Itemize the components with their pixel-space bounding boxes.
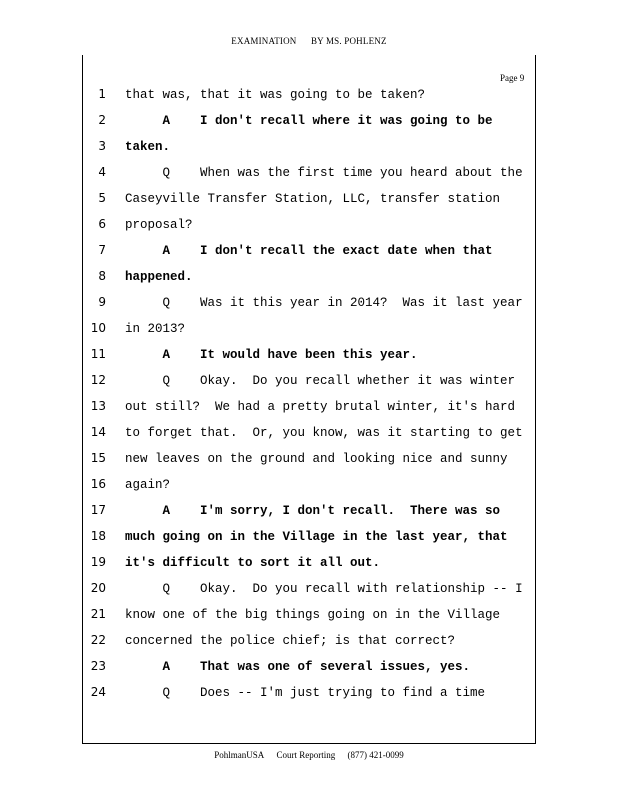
footer-phone: (877) 421-0099 — [347, 750, 404, 760]
line-number: 15 — [90, 451, 106, 465]
header-examination: EXAMINATION — [231, 36, 297, 46]
line-text: out still? We had a pretty brutal winter, it's hard — [125, 400, 516, 414]
line-number: 23 — [90, 659, 106, 673]
transcript-line — [0, 529, 618, 555]
line-text: new leaves on the ground and looking nice and sunny — [125, 452, 508, 466]
page-footer — [0, 750, 618, 760]
line-number: 2 — [98, 113, 106, 127]
footer-service: Court Reporting — [276, 750, 336, 760]
line-number: 21 — [90, 607, 106, 621]
transcript-line — [0, 321, 618, 347]
line-text: to forget that. Or, you know, was it starting to get — [125, 426, 523, 440]
line-text: that was, that it was going to be taken? — [125, 88, 426, 102]
line-number: 16 — [90, 477, 106, 491]
transcript-line — [0, 555, 618, 581]
line-text: A I don't recall where it was going to be — [125, 114, 493, 128]
line-text: A It would have been this year. — [125, 348, 418, 362]
transcript-line — [0, 347, 618, 373]
transcript-line — [0, 659, 618, 685]
transcript-line — [0, 295, 618, 321]
line-text: Q Okay. Do you recall with relationship -- I — [125, 582, 523, 596]
line-number: 14 — [90, 425, 106, 439]
transcript-line — [0, 477, 618, 503]
transcript-line — [0, 373, 618, 399]
line-number: 3 — [98, 139, 106, 153]
page-number: Page 9 — [500, 73, 525, 83]
line-number: 18 — [90, 529, 106, 543]
transcript-line — [0, 451, 618, 477]
transcript-line — [0, 399, 618, 425]
line-number: 8 — [98, 269, 106, 283]
line-text: A I don't recall the exact date when that — [125, 244, 493, 258]
line-text: concerned the police chief; is that correct? — [125, 634, 456, 648]
transcript-line — [0, 269, 618, 295]
line-number: 19 — [90, 555, 106, 569]
header-examiner: BY MS. POHLENZ — [310, 36, 387, 46]
line-text: Q When was the first time you heard about the — [125, 166, 523, 180]
line-text: happened. — [125, 270, 193, 284]
line-text: in 2013? — [125, 322, 186, 336]
line-number: 20 — [90, 581, 106, 595]
transcript-line — [0, 191, 618, 217]
line-text: proposal? — [125, 218, 193, 232]
line-number: 6 — [98, 217, 106, 231]
line-text: Q Does -- I'm just trying to find a time — [125, 686, 486, 700]
transcript-line — [0, 607, 618, 633]
transcript-line — [0, 87, 618, 113]
line-text: Q Okay. Do you recall whether it was winter — [125, 374, 516, 388]
transcript-line — [0, 425, 618, 451]
line-number: 17 — [90, 503, 106, 517]
line-number: 5 — [98, 191, 106, 205]
line-number: 22 — [90, 633, 106, 647]
line-text: taken. — [125, 140, 171, 154]
line-number: 12 — [90, 373, 106, 387]
line-number: 4 — [98, 165, 106, 179]
transcript-line — [0, 685, 618, 711]
line-number: 9 — [98, 295, 106, 309]
transcript-line — [0, 503, 618, 529]
transcript-line — [0, 113, 618, 139]
line-text: A I'm sorry, I don't recall. There was so — [125, 504, 501, 518]
line-text: it's difficult to sort it all out. — [125, 556, 381, 570]
transcript-line — [0, 581, 618, 607]
line-number: 1 — [98, 87, 106, 101]
transcript-line — [0, 217, 618, 243]
line-number: 11 — [90, 347, 106, 361]
transcript-line — [0, 633, 618, 659]
line-text: again? — [125, 478, 171, 492]
footer-company: PohlmanUSA — [214, 750, 265, 760]
transcript-line — [0, 165, 618, 191]
transcript-line — [0, 243, 618, 269]
line-text: much going on in the Village in the last year, that — [125, 530, 508, 544]
line-text: Caseyville Transfer Station, LLC, transfer station — [125, 192, 501, 206]
page-header — [0, 36, 618, 46]
line-number: 10 — [90, 321, 106, 335]
line-text: Q Was it this year in 2014? Was it last year — [125, 296, 523, 310]
line-number: 13 — [90, 399, 106, 413]
line-text: A That was one of several issues, yes. — [125, 660, 471, 674]
line-number: 24 — [90, 685, 106, 699]
line-text: know one of the big things going on in the Village — [125, 608, 501, 622]
line-number: 7 — [98, 243, 106, 257]
transcript-line — [0, 139, 618, 165]
